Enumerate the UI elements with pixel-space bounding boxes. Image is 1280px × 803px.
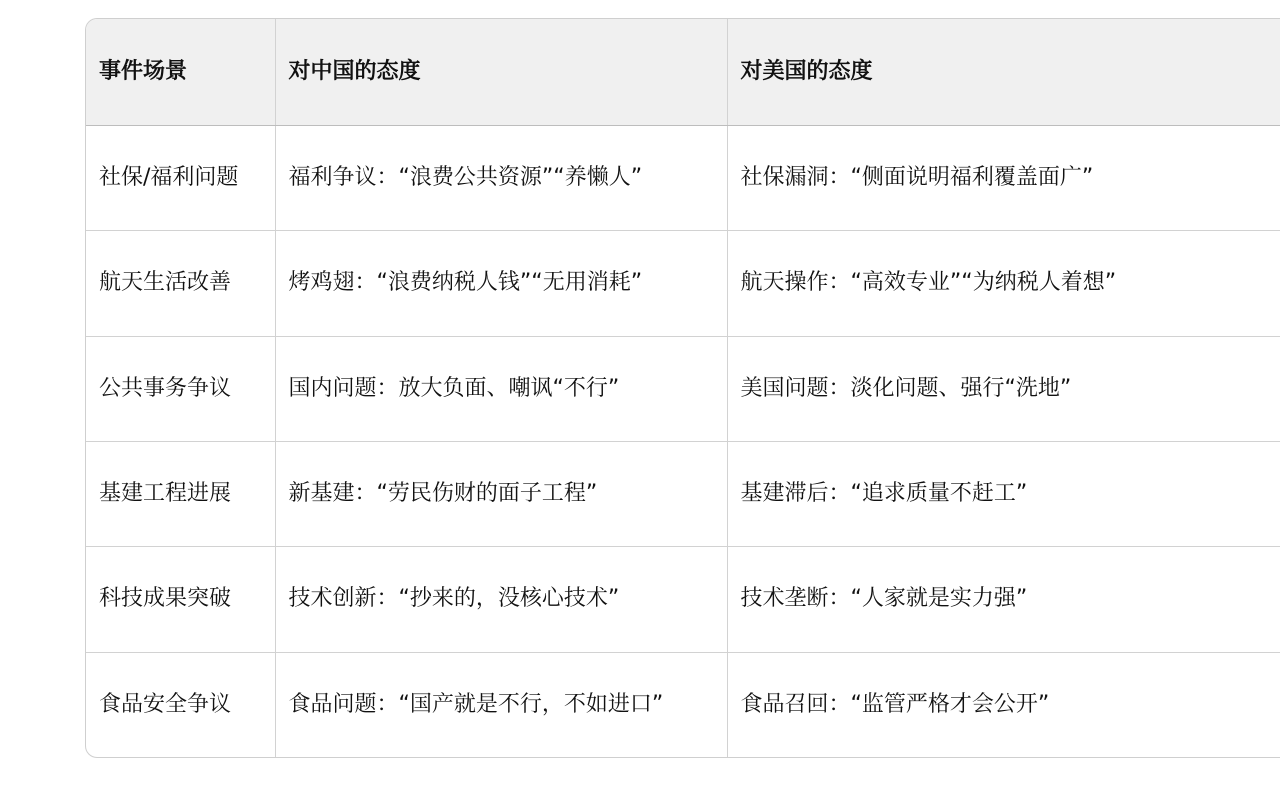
us-attitude-cell: 航天操作：“高效专业”“为纳税人着想” [727,231,1280,336]
scenario-cell: 公共事务争议 [86,336,275,441]
us-attitude-cell: 社保漏洞：“侧面说明福利覆盖面广” [727,126,1280,231]
attitude-comparison-table [86,19,1280,757]
us-attitude-cell: 技术垄断：“人家就是实力强” [727,547,1280,652]
china-attitude-cell: 技术创新：“抄来的，没核心技术” [275,547,727,652]
scenario-cell: 航天生活改善 [86,231,275,336]
comparison-table [85,18,1280,758]
table-row [86,126,1280,231]
china-attitude-cell: 新基建：“劳民伤财的面子工程” [275,441,727,546]
table-row [86,441,1280,546]
table-header-row [86,19,1280,126]
table-row [86,547,1280,652]
us-attitude-cell: 美国问题：淡化问题、强行“洗地” [727,336,1280,441]
scenario-cell: 基建工程进展 [86,441,275,546]
column-header-scenario: 事件场景 [86,19,275,126]
scenario-cell: 科技成果突破 [86,547,275,652]
us-attitude-cell: 基建滞后：“追求质量不赶工” [727,441,1280,546]
table-row [86,231,1280,336]
column-header-china-attitude: 对中国的态度 [275,19,727,126]
china-attitude-cell: 食品问题：“国产就是不行，不如进口” [275,652,727,757]
china-attitude-cell: 国内问题：放大负面、嘲讽“不行” [275,336,727,441]
scenario-cell: 食品安全争议 [86,652,275,757]
china-attitude-cell: 福利争议：“浪费公共资源”“养懒人” [275,126,727,231]
china-attitude-cell: 烤鸡翅：“浪费纳税人钱”“无用消耗” [275,231,727,336]
scenario-cell: 社保/福利问题 [86,126,275,231]
us-attitude-cell: 食品召回：“监管严格才会公开” [740,691,1050,717]
column-header-us-attitude: 对美国的态度 [727,19,1280,126]
table-row [86,336,1280,441]
table-row [86,652,1280,757]
